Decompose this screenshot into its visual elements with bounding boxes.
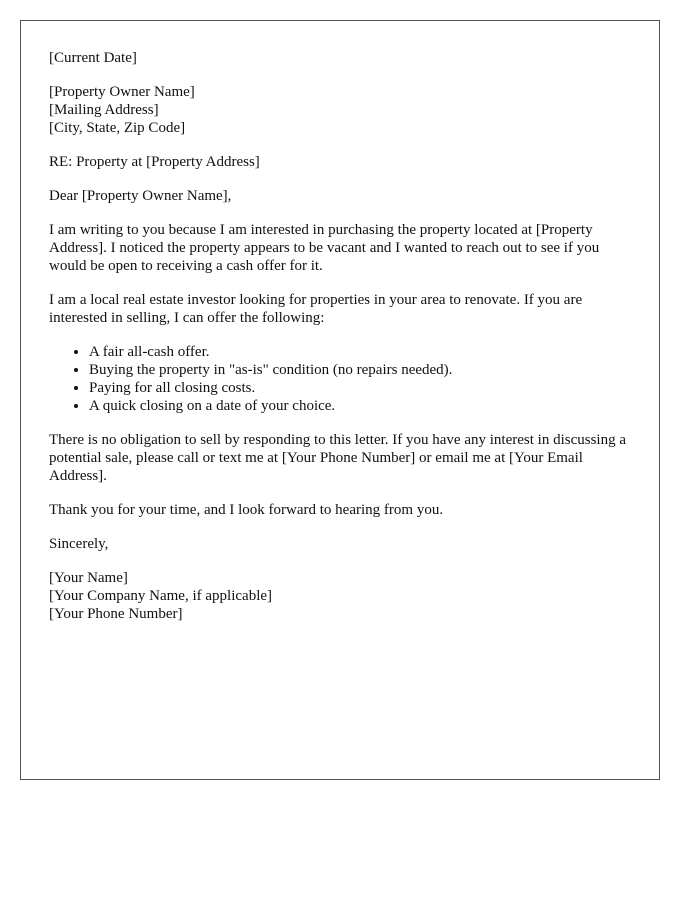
paragraph-intro — [49, 221, 639, 275]
paragraph-contact — [49, 431, 639, 485]
paragraph-thanks — [49, 501, 639, 519]
signature-name: [Your Name] — [49, 570, 128, 586]
date-block — [49, 49, 639, 67]
body-paragraph: There is no obligation to sell by responding to this letter. If you have any interest in discussing a potential sale, please call or text me at [Your Phone Number] or email me at [Your Email Address]. — [49, 432, 626, 484]
list-item: • Paying for all closing costs. — [89, 379, 639, 397]
signature-phone: [Your Phone Number] — [49, 606, 183, 622]
paragraph-offer-lead — [49, 291, 639, 327]
offer-list — [49, 343, 639, 415]
recipient-name: [Property Owner Name] — [49, 84, 195, 100]
recipient-block — [49, 83, 639, 137]
body-paragraph: I am a local real estate investor looking for properties in your area to renovate. If you are interested in selling, I can offer the following: — [49, 292, 583, 326]
recipient-city-state-zip: [City, State, Zip Code] — [49, 120, 186, 136]
letter-page — [20, 20, 660, 780]
salutation: Dear [Property Owner Name], — [49, 188, 232, 204]
signature-company: [Your Company Name, if applicable] — [49, 588, 273, 604]
list-item: • Buying the property in "as-is" condition (no repairs needed). — [89, 361, 639, 379]
subject-line: RE: Property at [Property Address] — [49, 154, 260, 170]
body-paragraph: I am writing to you because I am interested in purchasing the property located at [Property Address]. I noticed the property appears to be vacant and I wanted to reach out to see if you would be open to receiving a cash offer for it. — [49, 222, 600, 274]
salutation-block — [49, 187, 639, 205]
body-paragraph: Thank you for your time, and I look forward to hearing from you. — [49, 502, 444, 518]
list-item: • A quick closing on a date of your choice. — [89, 397, 639, 415]
letter-date: [Current Date] — [49, 50, 137, 66]
signature-block — [49, 569, 639, 623]
sign-off-block — [49, 535, 639, 553]
recipient-address: [Mailing Address] — [49, 102, 159, 118]
letter-body — [49, 49, 639, 639]
subject-block — [49, 153, 639, 171]
list-item: • A fair all-cash offer. — [89, 343, 639, 361]
sign-off: Sincerely, — [49, 536, 109, 552]
